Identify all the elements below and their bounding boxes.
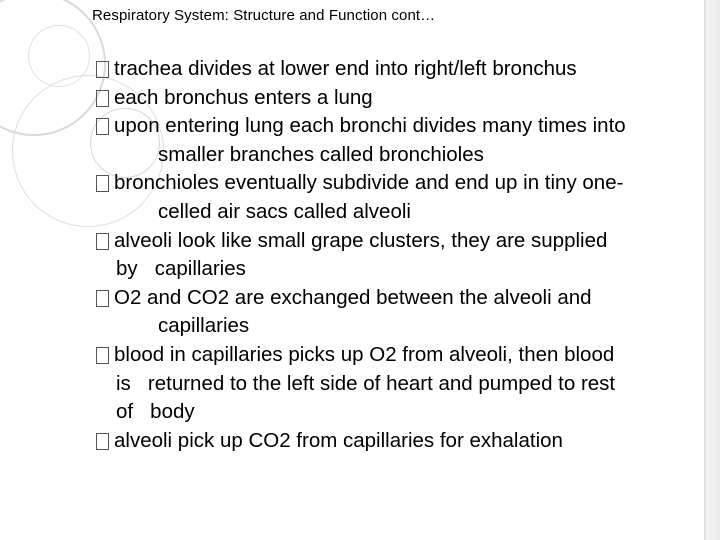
bullet-box-icon [96, 290, 109, 307]
bullet-continuation: celled air sacs called alveoli [158, 199, 411, 223]
bullet-continuation: is returned to the left side of heart and pumped to rest [116, 371, 616, 395]
bullet-list [96, 55, 711, 455]
slide-title: Respiratory System: Structure and Function cont… [92, 7, 436, 24]
bullet-continuation: smaller branches called bronchioles [158, 142, 484, 166]
bullet-item [96, 169, 711, 226]
bullet-box-icon [96, 61, 109, 78]
bullet-item [96, 341, 711, 427]
bullet-item [96, 55, 711, 84]
bullet-box-icon [96, 433, 109, 450]
bullet-text: O2 and CO2 are exchanged between the alveoli and [114, 285, 592, 309]
bullet-box-icon [96, 118, 109, 135]
bullet-item [96, 112, 711, 169]
bullet-item [96, 227, 711, 284]
bullet-continuation: by capillaries [116, 257, 246, 281]
bullet-box-icon [96, 233, 109, 250]
bullet-text: upon entering lung each bronchi divides many times into [114, 114, 626, 138]
bullet-box-icon [96, 90, 109, 107]
bullet-item [96, 84, 711, 113]
bullet-box-icon [96, 175, 109, 192]
bullet-text: blood in capillaries picks up O2 from alveoli, then blood [114, 342, 615, 366]
bullet-text: alveoli look like small grape clusters, they are supplied [114, 228, 608, 252]
bullet-text: bronchioles eventually subdivide and end up in tiny one- [114, 171, 624, 195]
bullet-item [96, 427, 711, 456]
bullet-continuation: capillaries [158, 314, 250, 338]
bullet-text: each bronchus enters a lung [114, 85, 373, 109]
decorative-ring [28, 25, 90, 87]
bullet-text: alveoli pick up CO2 from capillaries for exhalation [114, 428, 563, 452]
bullet-text: trachea divides at lower end into right/left bronchus [114, 57, 577, 80]
bullet-box-icon [96, 347, 109, 364]
bullet-item [96, 284, 711, 341]
bullet-continuation: of body [116, 400, 195, 424]
